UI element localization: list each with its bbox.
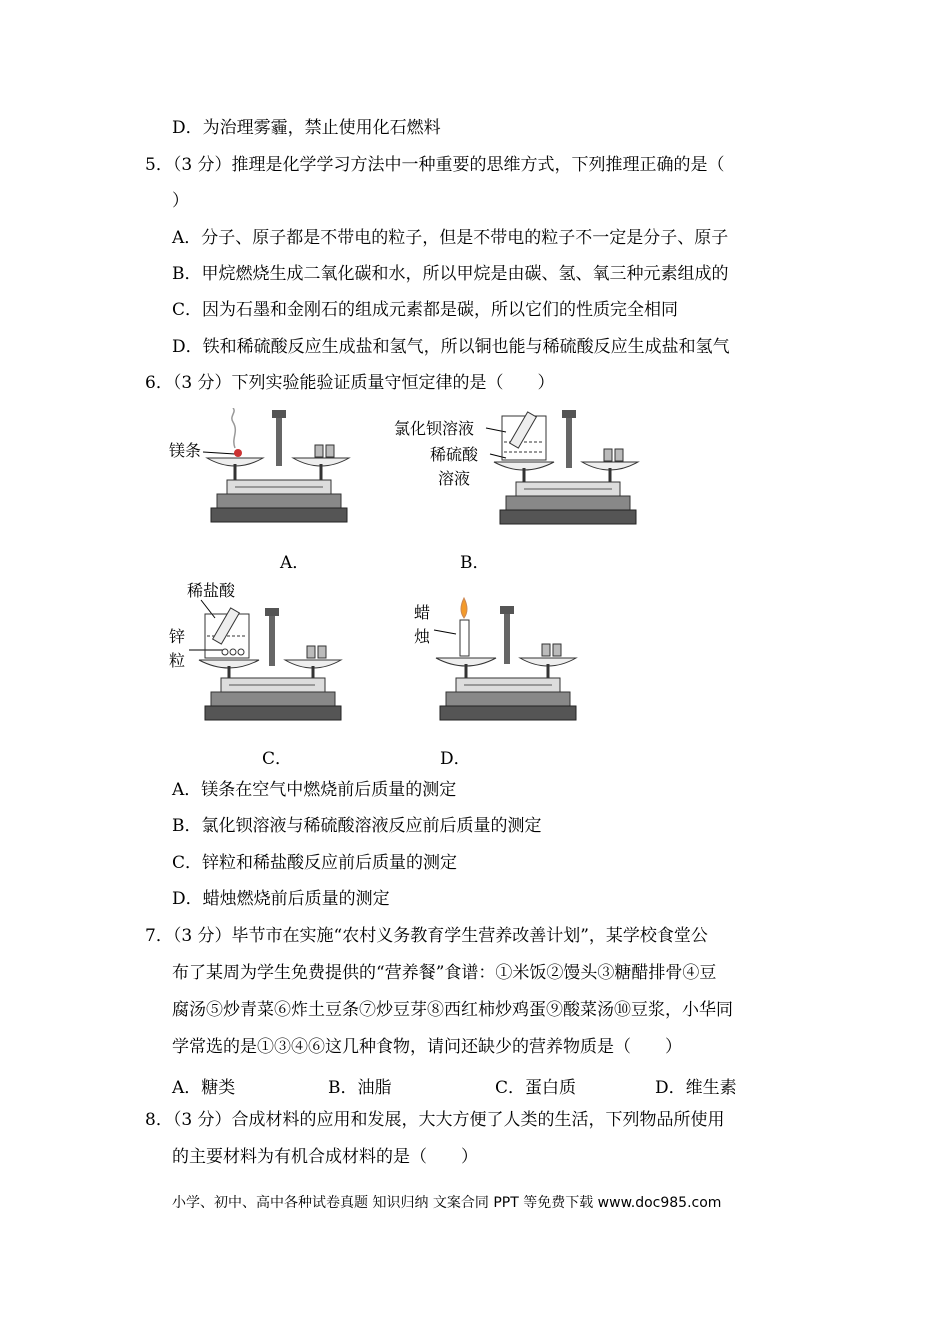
q6-option-b: B．氯化钡溶液与稀硫酸溶液反应前后质量的测定 — [172, 816, 542, 836]
q8-line-1: 8．（3 分）合成材料的应用和发展，大大方便了人类的生活，下列物品所使用 — [145, 1110, 725, 1130]
figure-b-label-h2so4: 稀硫酸 — [430, 445, 479, 464]
q6-option-d: D．蜡烛燃烧前后质量的测定 — [172, 889, 390, 909]
q7-option-b: B．油脂 — [328, 1078, 392, 1098]
q7-line-1: 7．（3 分）毕节市在实施“农村义务教育学生营养改善计划”，某学校食堂公 — [145, 926, 708, 946]
figure-c-label-hcl: 稀盐酸 — [187, 581, 236, 600]
figure-b-label-solution: 溶液 — [438, 469, 471, 488]
q7-option-d: D．维生素 — [655, 1078, 737, 1098]
q6-option-a: A．镁条在空气中燃烧前后质量的测定 — [172, 780, 457, 800]
figure-b-label-bacl2: 氯化钡溶液 — [394, 419, 475, 438]
page-footer: 小学、初中、高中各种试卷真题 知识归纳 文案合同 PPT 等免费下载 www.doc985.com — [172, 1195, 722, 1211]
figure-c-label-grain: 粒 — [169, 651, 186, 670]
figure-c-balance — [165, 580, 365, 722]
q8-line-2: 的主要材料为有机合成材料的是（ ） — [172, 1147, 478, 1167]
q7-line-3: 腐汤⑤炒青菜⑥炸土豆条⑦炒豆芽⑧西红柿炒鸡蛋⑨酸菜汤⑩豆浆，小华同 — [172, 1000, 733, 1020]
q6-stem: 6．（3 分）下列实验能验证质量守恒定律的是（ ） — [145, 373, 555, 393]
q5-option-c: C．因为石墨和金刚石的组成元素都是碳，所以它们的性质完全相同 — [172, 300, 679, 320]
q7-option-a: A．糖类 — [172, 1078, 236, 1098]
q7-option-c: C．蛋白质 — [495, 1078, 577, 1098]
figure-c-label-zinc: 锌 — [169, 627, 186, 646]
figure-d-label-candle1: 蜡 — [414, 603, 431, 622]
q5-option-b: B．甲烷燃烧生成二氧化碳和水，所以甲烷是由碳、氢、氧三种元素组成的 — [172, 264, 729, 284]
q4-option-d: D．为治理雾霾，禁止使用化石燃料 — [172, 118, 441, 138]
q5-stem-end: ） — [172, 191, 189, 211]
q7-line-2: 布了某周为学生免费提供的“营养餐”食谱：①米饭②馒头③糖醋排骨④豆 — [172, 963, 717, 983]
figure-d-balance — [410, 580, 580, 722]
figure-c-caption: C． — [262, 749, 293, 769]
q6-option-c: C．锌粒和稀盐酸反应前后质量的测定 — [172, 853, 458, 873]
figure-d-label-candle2: 烛 — [414, 627, 431, 646]
figure-a-label-mg: 镁条 — [169, 441, 202, 460]
figure-b-caption: B． — [460, 553, 490, 573]
figure-a-caption: A． — [280, 553, 310, 573]
q5-option-d: D．铁和稀硫酸反应生成盐和氢气，所以铜也能与稀硫酸反应生成盐和氢气 — [172, 337, 730, 357]
q5-stem: 5．（3 分）推理是化学学习方法中一种重要的思维方式，下列推理正确的是（ — [145, 155, 725, 175]
q7-line-4: 学常选的是①③④⑥这几种食物，请问还缺少的营养物质是（ ） — [172, 1037, 682, 1057]
figure-d-caption: D． — [440, 749, 471, 769]
q5-option-a: A．分子、原子都是不带电的粒子，但是不带电的粒子不一定是分子、原子 — [172, 228, 729, 248]
figure-b-balance — [390, 408, 645, 530]
figure-a-balance — [165, 408, 360, 530]
